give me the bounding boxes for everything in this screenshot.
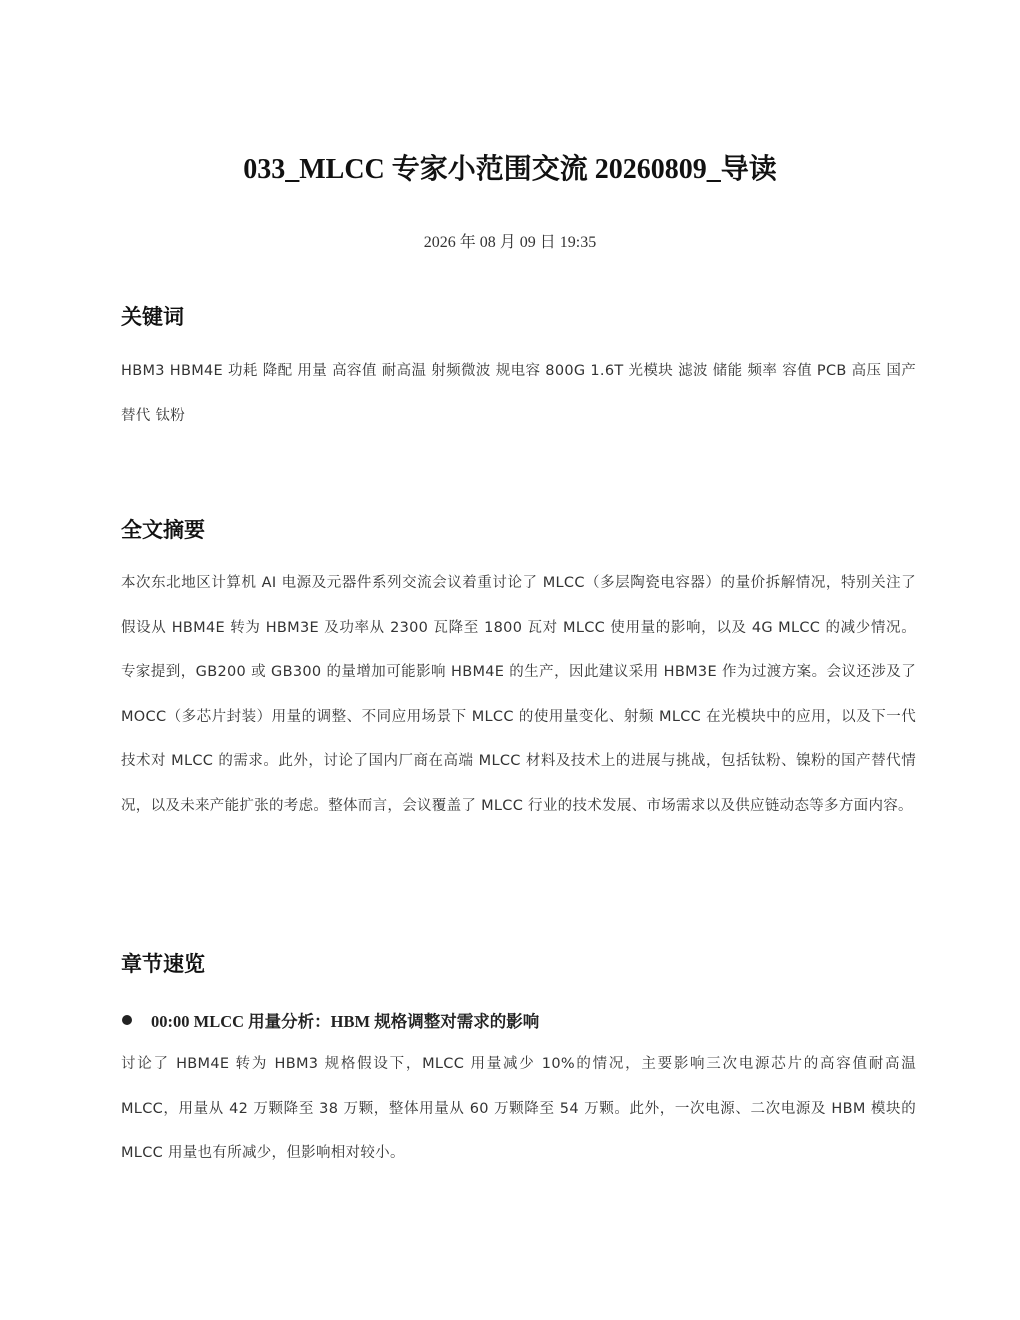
bullet-icon [122,1015,132,1025]
document-date: 2026 年 08 月 09 日 19:35 [423,234,597,251]
keywords-heading: 关键词 [121,304,184,329]
chapter-text: 讨论了 HBM4E 转为 HBM3 规格假设下，MLCC 用量减少 10%的情况，主要影响三次电源芯片的高容值耐高温 MLCC，用量从 42 万颗降至 38 万颗，整体用量从 60 万颗降至 54 万颗。此外，一次电源、二次电源及 HBM 模块的 MLCC 用量也有所减少，但影响相对较小。 [121,1056,916,1161]
chapter-title: 00:00 MLCC 用量分析：HBM 规格调整对需求的影响 [151,1012,540,1031]
document-title: 033_MLCC 专家小范围交流 20260809_导读 [243,154,777,185]
keywords-text: HBM3 HBM4E 功耗 降配 用量 高容值 耐高温 射频微波 规电容 800G 1.6T 光模块 滤波 储能 频率 容值 PCB 高压 国产替代 钛粉 [121,363,916,424]
chapters-heading: 章节速览 [121,951,205,976]
chapter-item [121,1005,916,1035]
summary-heading: 全文摘要 [121,517,205,542]
summary-text: 本次东北地区计算机 AI 电源及元器件系列交流会议着重讨论了 MLCC（多层陶瓷电容器）的量价拆解情况，特别关注了假设从 HBM4E 转为 HBM3E 及功率从 2300 瓦降至 1800 瓦对 MLCC 使用量的影响，以及 4G MLCC 的减少情况。专家提到，GB200 或 GB300 的量增加可能影响 HBM4E 的生产，因此建议采用 HBM3E 作为过渡方案。会议还涉及了 MOCC（多芯片封装）用量的调整、不同应用场景下 MLCC 的使用量变化、射频 MLCC 在光模块中的应用，以及下一代技术对 MLCC 的需求。此外，讨论了国内厂商在高端 MLCC 材料及技术上的进展与挑战，包括钛粉、镍粉的国产替代情况，以及未来产能扩张的考虑。整体而言，会议覆盖了 MLCC 行业的技术发展、市场需求以及供应链动态等多方面内容。 [121,575,916,814]
